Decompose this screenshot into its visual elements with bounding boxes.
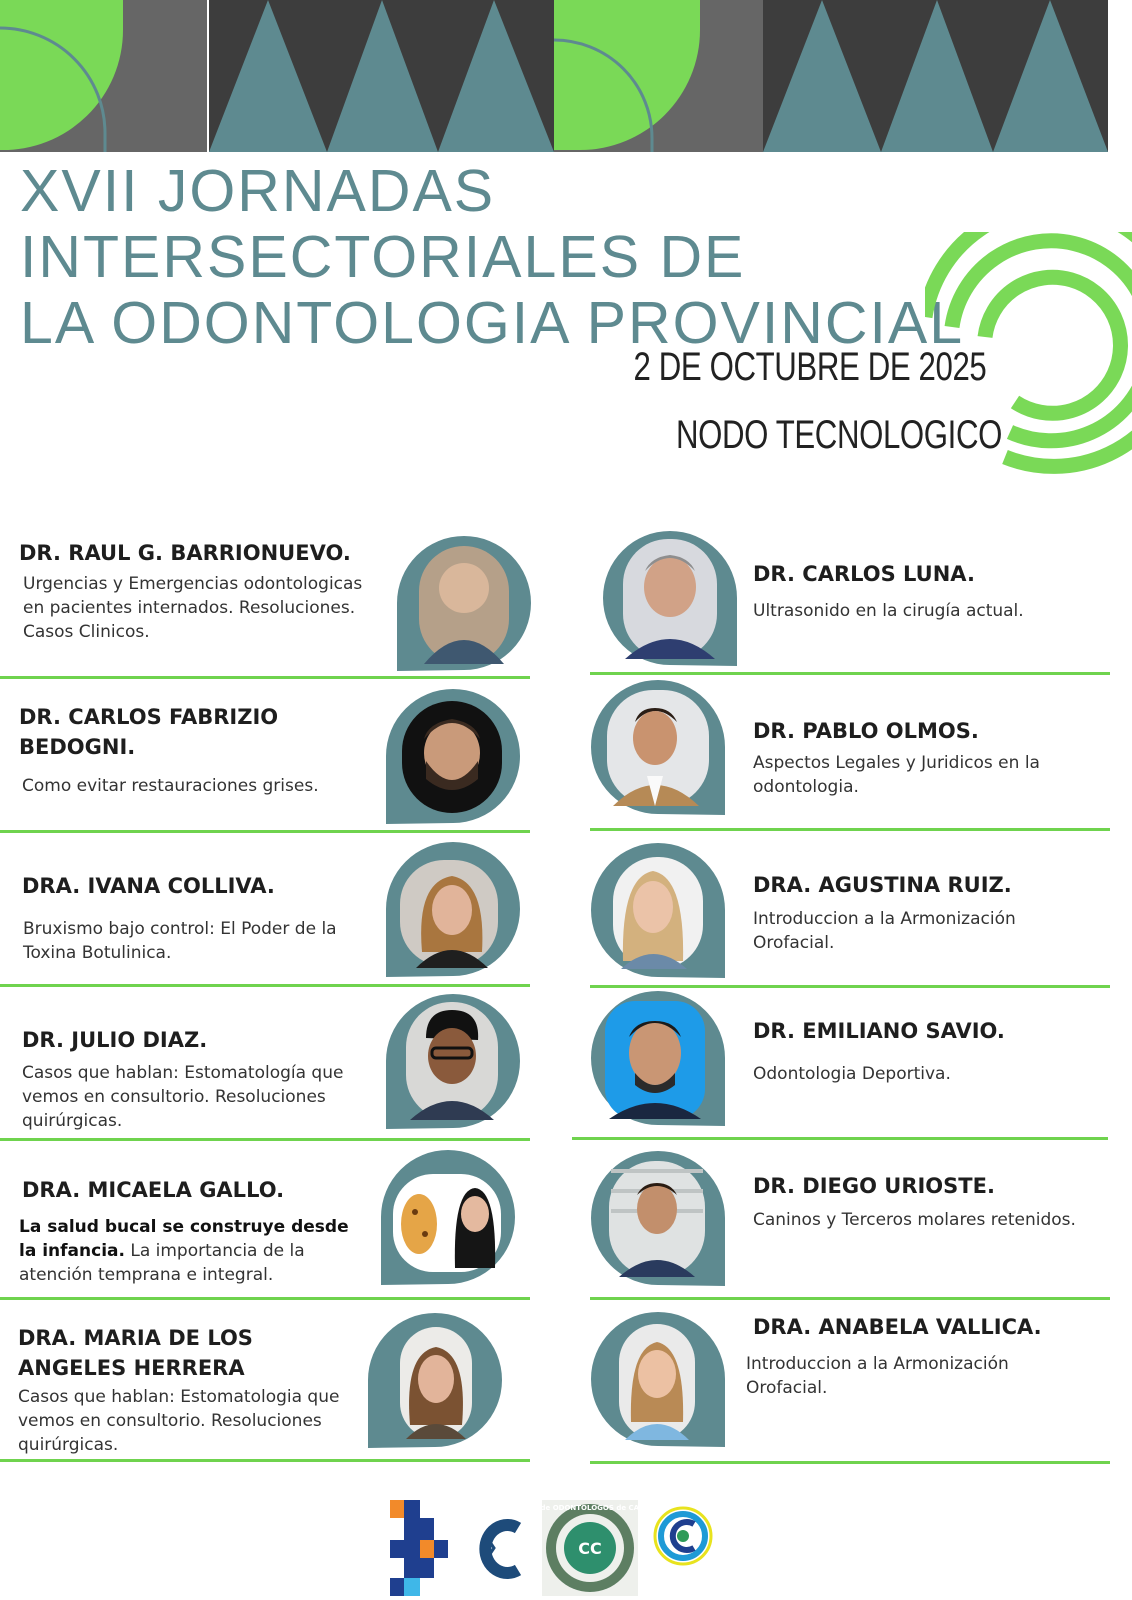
speaker-photo <box>591 843 726 978</box>
circular-c-logo-icon <box>655 1508 711 1564</box>
speaker-name: DR. DIEGO URIOSTE. <box>753 1174 995 1198</box>
speaker-photo <box>603 531 738 666</box>
speaker-name: DR. EMILIANO SAVIO. <box>753 1019 1005 1043</box>
speaker-photo <box>386 689 521 824</box>
speaker-photo <box>386 994 521 1129</box>
speaker-card <box>753 559 1083 623</box>
colegio-odontologos-seal-icon <box>503 1500 677 1596</box>
speaker-card <box>753 1016 1083 1086</box>
separator-line <box>590 828 1110 831</box>
speaker-name: DRA. AGUSTINA RUIZ. <box>753 873 1012 897</box>
event-title-line-2: LA ODONTOLOGIA PROVINCIAL <box>20 290 965 356</box>
separator-line <box>0 1138 530 1141</box>
speaker-card <box>753 1171 1083 1232</box>
speaker-topic: Urgencias y Emergencias odontologicas en pacientes internados. Resoluciones. Casos Clinicos. <box>23 574 363 642</box>
event-date: 2 DE OCTUBRE DE 2025 <box>633 345 986 389</box>
seal-text: COLEGIO de ODONTOLOGOS de CATAMARCA <box>503 1504 677 1512</box>
separator-line <box>590 1461 1110 1464</box>
speaker-name: DRA. IVANA COLLIVA. <box>22 874 275 898</box>
separator-line <box>0 676 530 679</box>
speaker-card <box>19 702 349 798</box>
speaker-topic <box>19 1215 369 1287</box>
speaker-card <box>18 1323 358 1457</box>
speaker-card <box>19 1175 369 1287</box>
decorative-banner <box>0 0 1132 152</box>
sponsor-logos <box>390 1500 735 1596</box>
separator-line <box>590 985 1110 988</box>
catamarca-c-logo-icon <box>485 1525 518 1573</box>
speaker-name: DRA. ANABELA VALLICA. <box>753 1315 1042 1339</box>
speaker-topic: Caninos y Terceros molares retenidos. <box>753 1210 1076 1230</box>
speaker-topic: Casos que hablan: Estomatologia que vemos en consultorio. Resoluciones quirúrgicas. <box>18 1387 340 1455</box>
speaker-name: DR. PABLO OLMOS. <box>753 719 979 743</box>
speaker-topic: Introduccion a la Armonización Orofacial. <box>753 909 1016 953</box>
speaker-photo <box>591 1312 726 1447</box>
separator-line <box>0 1297 530 1300</box>
speaker-topic: Como evitar restauraciones grises. <box>22 776 319 796</box>
separator-line <box>0 1459 530 1462</box>
speaker-photo <box>591 991 726 1126</box>
speaker-topic: Aspectos Legales y Juridicos en la odontologia. <box>753 753 1040 797</box>
speaker-photo <box>397 536 532 671</box>
speaker-card <box>19 538 379 644</box>
speaker-name: DR. CARLOS FABRIZIO BEDOGNI. <box>19 705 279 759</box>
speaker-topic: Bruxismo bajo control: El Poder de la Toxina Botulinica. <box>23 919 337 963</box>
separator-line <box>0 830 530 833</box>
speaker-card <box>753 716 1083 799</box>
speaker-topic: Introduccion a la Armonización Orofacial. <box>746 1354 1009 1398</box>
speaker-photo <box>386 842 521 977</box>
speaker-name: DR. RAUL G. BARRIONUEVO. <box>19 541 351 565</box>
speaker-photo <box>591 1151 726 1286</box>
separator-line <box>0 984 530 987</box>
speaker-photo <box>368 1313 503 1448</box>
speaker-topic: Casos que hablan: Estomatología que vemos en consultorio. Resoluciones quirúrgicas. <box>22 1063 344 1131</box>
nodo-logo-icon <box>390 1500 448 1596</box>
speaker-name: DRA. MARIA DE LOS ANGELES HERRERA <box>18 1326 253 1380</box>
speaker-photo <box>381 1150 516 1285</box>
speaker-topic-highlight: La salud bucal se construye desde la infancia. <box>19 1217 349 1261</box>
speaker-name: DR. JULIO DIAZ. <box>22 1028 208 1052</box>
event-title-line-1: XVII JORNADAS INTERSECTORIALES DE <box>20 158 746 290</box>
speaker-name: DR. CARLOS LUNA. <box>753 562 975 586</box>
speaker-topic: Odontologia Deportiva. <box>753 1064 951 1084</box>
speaker-name: DRA. MICAELA GALLO. <box>22 1178 285 1202</box>
speaker-card <box>746 1312 1086 1400</box>
separator-line <box>572 1137 1108 1140</box>
speaker-card <box>753 870 1083 955</box>
speaker-card <box>22 1025 362 1133</box>
svg-text:CC: CC <box>578 1539 602 1558</box>
event-venue: NODO TECNOLOGICO <box>675 413 1002 457</box>
speaker-card <box>22 871 372 965</box>
speaker-photo <box>591 680 726 815</box>
speaker-topic: Ultrasonido en la cirugía actual. <box>753 601 1024 621</box>
separator-line <box>590 1297 1110 1300</box>
separator-line <box>590 672 1110 675</box>
speaker-topic-rest: La importancia de la atención temprana e integral. <box>19 1241 305 1285</box>
